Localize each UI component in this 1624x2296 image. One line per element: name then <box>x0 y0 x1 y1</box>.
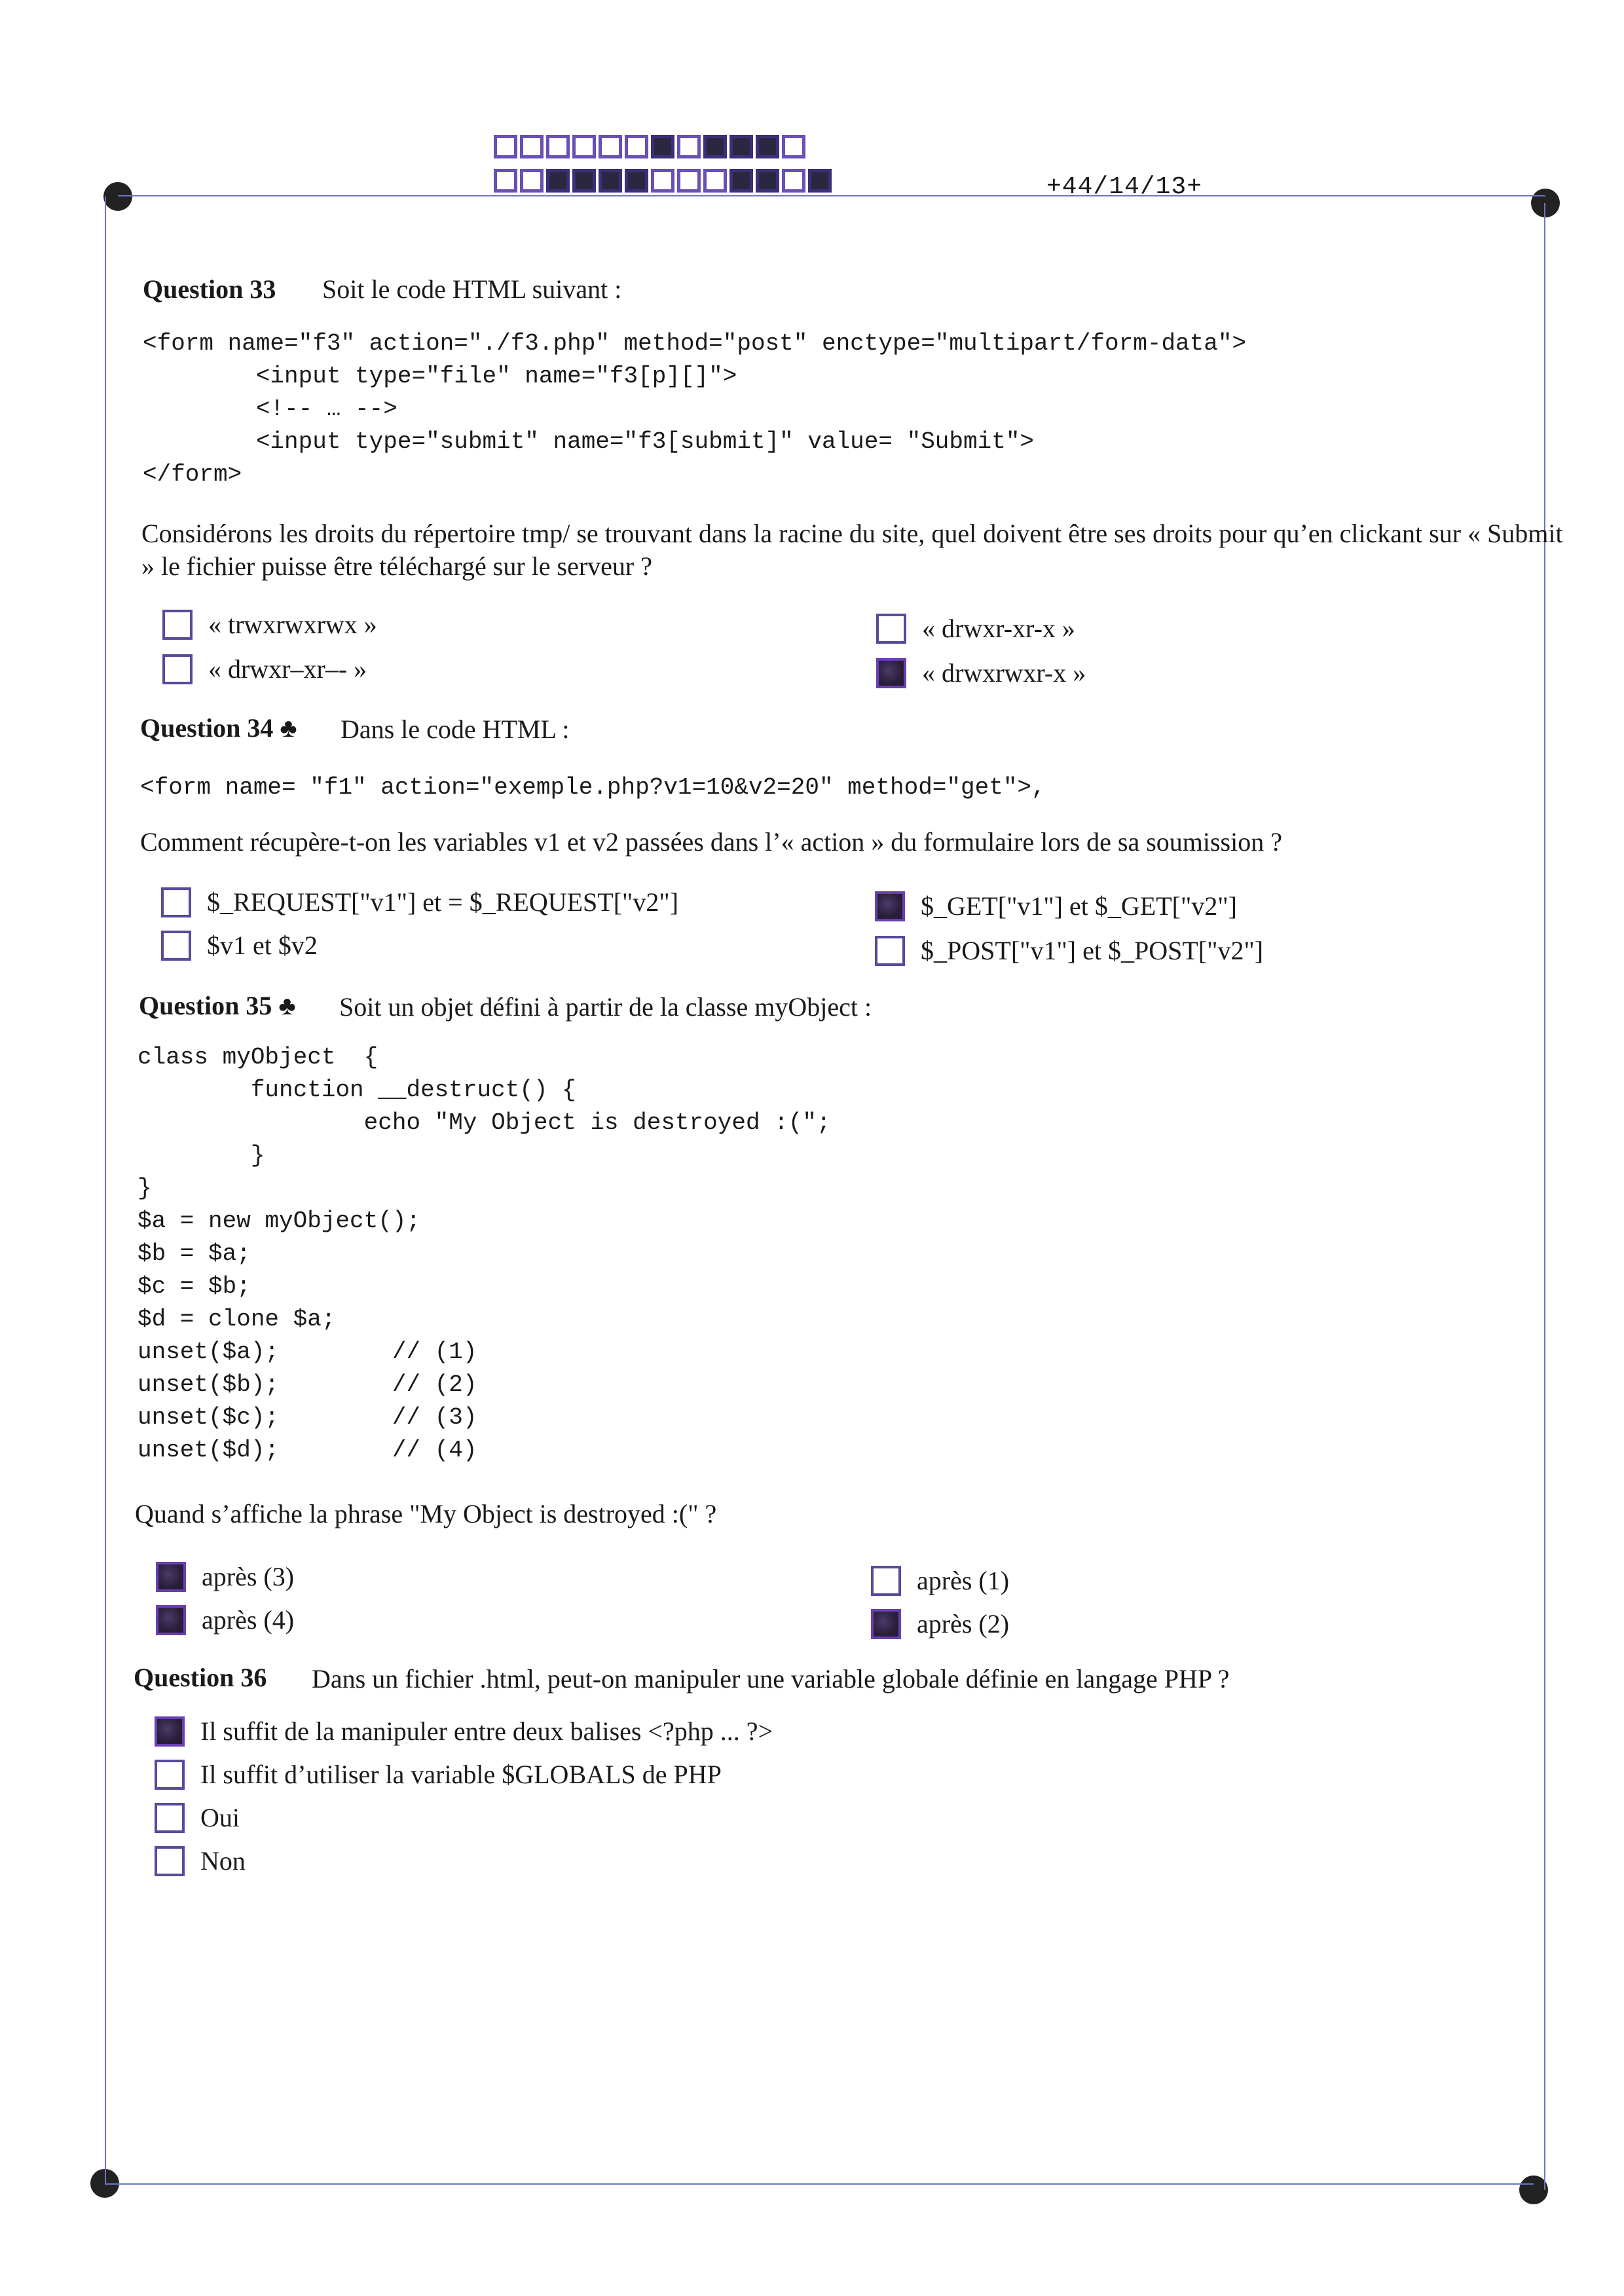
q35-checkbox-3[interactable] <box>871 1566 901 1596</box>
q34-option-3[interactable] <box>875 891 1237 921</box>
q35-option-1[interactable] <box>156 1561 294 1592</box>
q33-checkbox-4[interactable] <box>876 658 906 688</box>
registration-mark-top-left <box>103 182 132 211</box>
id-code-box <box>808 169 832 193</box>
q35-option-2-label: après (4) <box>202 1605 295 1635</box>
q36-checkbox-3[interactable] <box>155 1803 185 1833</box>
id-code-box <box>572 169 596 193</box>
question-33-title: Question 33 <box>143 274 276 304</box>
frame-bottom <box>105 2183 1534 2185</box>
q34-option-1[interactable] <box>161 887 678 917</box>
id-code-box <box>729 169 753 193</box>
q36-option-3[interactable] <box>155 1802 240 1833</box>
frame-right <box>1544 203 1545 2190</box>
q35-option-1-label: après (3) <box>202 1562 295 1591</box>
q34-checkbox-1[interactable] <box>161 887 191 917</box>
q33-option-2[interactable] <box>162 654 367 684</box>
id-code-box <box>625 135 648 158</box>
q33-checkbox-3[interactable] <box>876 614 906 644</box>
question-35-text: Quand s’affiche la phrase "My Object is destroyed :(" ? <box>135 1499 717 1528</box>
q36-option-1[interactable] <box>155 1716 773 1747</box>
id-code-box <box>703 169 727 193</box>
q33-option-3-label: « drwxr-xr-x » <box>922 614 1075 643</box>
question-35-intro: Soit un objet défini à partir de la classe myObject : <box>339 992 872 1022</box>
q33-option-4-label: « drwxrwxr-x » <box>922 658 1086 688</box>
q35-option-4-label: après (2) <box>917 1609 1010 1639</box>
q36-option-4-label: Non <box>200 1846 246 1876</box>
id-code-box <box>520 135 544 158</box>
id-code-box <box>756 169 779 193</box>
id-code-box <box>599 169 622 193</box>
q36-checkbox-2[interactable] <box>155 1760 185 1790</box>
id-code-box <box>677 169 701 193</box>
q36-option-1-label: Il suffit de la manipuler entre deux balises <?php ... ?> <box>200 1716 773 1746</box>
q34-option-4-label: $_POST["v1"] et $_POST["v2"] <box>921 936 1264 965</box>
q34-option-3-label: $_GET["v1"] et $_GET["v2"] <box>921 891 1237 921</box>
q33-option-2-label: « drwxr–xr–- » <box>208 654 367 684</box>
q34-option-4[interactable] <box>875 935 1263 966</box>
q36-option-3-label: Oui <box>200 1803 240 1832</box>
question-36-title: Question 36 <box>134 1663 267 1692</box>
q35-option-3-label: après (1) <box>917 1566 1010 1595</box>
q36-option-2-label: Il suffit d’utiliser la variable $GLOBALS de PHP <box>200 1760 722 1789</box>
q34-option-2-label: $v1 et $v2 <box>207 931 318 960</box>
question-35-title: Question 35 ♣ <box>139 991 296 1020</box>
q35-checkbox-4[interactable] <box>871 1609 901 1639</box>
q35-option-4[interactable] <box>871 1608 1009 1639</box>
q34-option-2[interactable] <box>161 930 318 961</box>
q33-checkbox-1[interactable] <box>162 610 193 640</box>
id-code-box <box>599 135 622 158</box>
registration-mark-top-right <box>1531 189 1560 217</box>
question-33-code: <form name="f3" action="./f3.php" method="post" enctype="multipart/form-data"> <input type="file" name="f3[p][]"> <!-- … --> <input type="submit" name="f3[submit]" value= "Submit"> </form> <box>143 330 1247 488</box>
id-code-row-2 <box>494 169 834 193</box>
id-code-box <box>677 135 701 158</box>
q36-option-2[interactable] <box>155 1759 722 1790</box>
q36-option-4[interactable] <box>155 1845 246 1876</box>
q36-checkbox-4[interactable] <box>155 1846 185 1876</box>
q33-checkbox-2[interactable] <box>162 654 193 684</box>
q35-checkbox-1[interactable] <box>156 1562 186 1592</box>
id-code-box <box>703 135 727 158</box>
q33-option-4[interactable] <box>876 657 1086 688</box>
id-code-box <box>729 135 753 158</box>
club-icon: ♣ <box>280 713 297 743</box>
q33-option-3[interactable] <box>876 613 1075 644</box>
q33-option-1[interactable] <box>162 609 377 640</box>
question-33-text: Considérons les droits du répertoire tmp/ se trouvant dans la racine du site, quel doivent être ses droits pour qu’en clickant sur « Submit » le fichier puisse être téléchargé sur le serveur ? <box>141 519 1563 581</box>
q34-checkbox-4[interactable] <box>875 936 905 966</box>
q33-option-1-label: « trwxrwxrwx » <box>208 610 377 639</box>
page-id: +44/14/13+ <box>1046 173 1203 201</box>
id-code-box <box>782 135 805 158</box>
question-34-title: Question 34 ♣ <box>140 713 297 743</box>
question-35-code: class myObject { function __destruct() { echo "My Object is destroyed :("; } } $a = new myObject(); $b = $a; $c = $b; $d = clone $a; unset($a); // (1) unset($b); // (2) unset($c); // (3) unset($d); // (4) <box>138 1044 831 1464</box>
q35-option-2[interactable] <box>156 1604 294 1635</box>
question-34-text: Comment récupère-t-on les variables v1 et v2 passées dans l’« action » du formulaire lors de sa soumission ? <box>140 827 1282 857</box>
q35-option-3[interactable] <box>871 1565 1009 1596</box>
question-34-code: <form name= "f1" action="exemple.php?v1=10&v2=20" method="get">, <box>140 774 1046 801</box>
id-code-box <box>494 169 517 193</box>
q35-checkbox-2[interactable] <box>156 1605 186 1635</box>
frame-left <box>105 196 106 2183</box>
q34-checkbox-2[interactable] <box>161 931 191 961</box>
id-code-box <box>520 169 544 193</box>
q34-checkbox-3[interactable] <box>875 891 905 921</box>
frame-top <box>118 195 1545 196</box>
id-code-box <box>756 135 779 158</box>
id-code-box <box>546 135 570 158</box>
q34-option-1-label: $_REQUEST["v1"] et = $_REQUEST["v2"] <box>207 887 679 917</box>
id-code-box <box>572 135 596 158</box>
club-icon: ♣ <box>278 991 296 1020</box>
id-code-box <box>494 135 517 158</box>
id-code-box <box>546 169 570 193</box>
id-code-box <box>651 135 674 158</box>
question-36-intro: Dans un fichier .html, peut-on manipuler une variable globale définie en langage PHP ? <box>312 1664 1230 1694</box>
id-code-box <box>651 169 674 193</box>
id-code-box <box>625 169 648 193</box>
q36-checkbox-1[interactable] <box>155 1716 185 1747</box>
id-code-box <box>782 169 805 193</box>
question-33-intro: Soit le code HTML suivant : <box>322 274 622 304</box>
question-34-intro: Dans le code HTML : <box>341 714 570 744</box>
id-code-row-1 <box>494 135 808 158</box>
